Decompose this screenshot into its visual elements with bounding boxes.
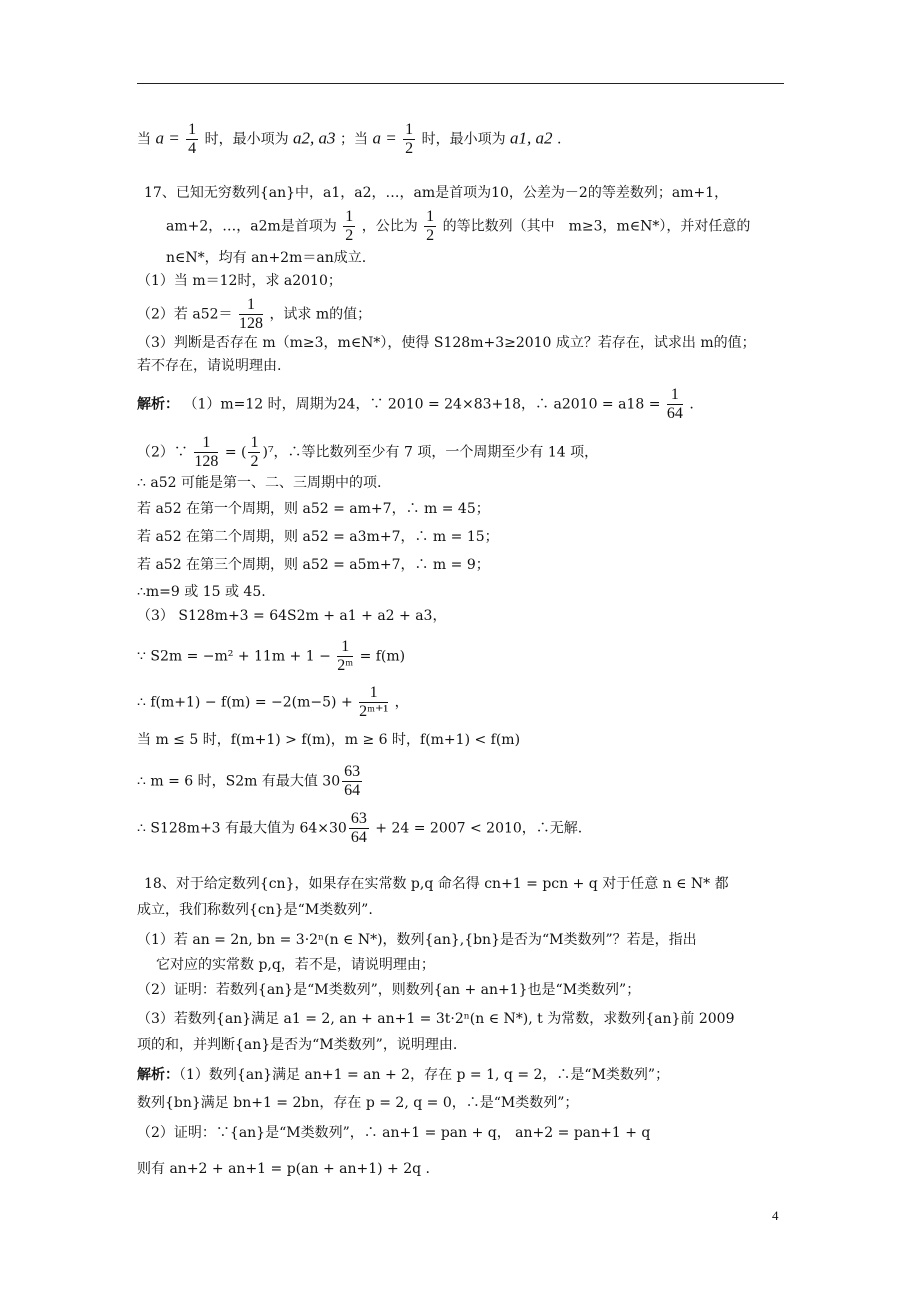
fraction: $\frac{63}{64}$ bbox=[344, 763, 361, 799]
solution-1: 解析： （1）m=12 时，周期为24，∵ 2010 = 24×83+18，∴ a2010 = a18 = $\frac{1}{64}$ . bbox=[137, 386, 694, 422]
solution-8: （3） S128m+3 = 64S2m + a1 + a2 + a3， bbox=[137, 608, 447, 624]
fraction: $\frac{1}{2}$ bbox=[405, 121, 414, 157]
question-1: （1）当 m＝12时，求 a2010； bbox=[137, 273, 342, 289]
solution-10: ∴ f(m+1) − f(m) = −2(m−5) + $\frac{1}{\text{2ᵐ⁺¹}}$ ， bbox=[137, 684, 409, 720]
problem-17-line1: 17、已知无穷数列{an}中，a1，a2，…，am是首项为10，公差为－2的等差数列；am+1， bbox=[144, 185, 729, 201]
solution-18-1: 解析：（1）数列{an}满足 an+1 = an + 2，存在 p = 1, q = 2，∴是“M类数列”； bbox=[137, 1067, 670, 1083]
problem-17-line3: n∈N*，均有 an+2m＝an成立. bbox=[166, 250, 367, 266]
text: ；当 bbox=[340, 131, 368, 148]
solution-label: 解析： bbox=[137, 1067, 179, 1083]
fraction: $\frac{1}{2}$ bbox=[345, 208, 354, 244]
solution-18-4: 则有 an+2 + an+1 = p(an + an+1) + 2q . bbox=[137, 1161, 430, 1177]
text: 当 bbox=[137, 131, 151, 148]
text: . bbox=[557, 131, 562, 148]
question-3-line1: （3）判断是否存在 m（m≥3，m∈N*），使得 S128m+3≥2010 成立？若存在，试求出 m的值； bbox=[137, 335, 756, 351]
fraction: $\frac{1}{\text{2ᵐ}}$ bbox=[337, 638, 354, 674]
fraction: $\frac{1}{128}$ bbox=[194, 434, 219, 470]
fraction: $\frac{1}{4}$ bbox=[188, 121, 197, 157]
solution-5: 若 a52 在第二个周期，则 a52 = a3m+7，∴ m = 15； bbox=[137, 529, 499, 545]
text: 时，最小项为 bbox=[421, 131, 506, 148]
text-line bbox=[137, 121, 561, 158]
fraction: $\frac{1}{128}$ bbox=[238, 296, 263, 332]
solution-4: 若 a52 在第一个周期，则 a52 = am+7，∴ m = 45； bbox=[137, 501, 490, 517]
problem-17-line2: am+2，…，a2m是首项为 $\frac{1}{2}$ ，公比为 $\frac{1}{2}$ 的等比数列（其中 m≥3，m∈N*），并对任意的 bbox=[166, 208, 751, 244]
question-18-1b: 它对应的实常数 p,q，若不是，请说明理由； bbox=[156, 957, 435, 973]
header-rule bbox=[137, 83, 784, 84]
math: a = bbox=[372, 128, 397, 148]
fraction: $\frac{63}{64}$ bbox=[350, 810, 367, 846]
fraction: $\frac{1}{\text{2ᵐ⁺¹}}$ bbox=[359, 684, 389, 720]
solution-12: ∴ m = 6 时，S2m 有最大值 30 $\frac{63}{64}$ bbox=[137, 763, 361, 799]
solution-13: ∴ S128m+3 有最大值为 64×30 $\frac{63}{64}$ + 24 = 2007 < 2010，∴无解. bbox=[137, 810, 583, 846]
math: a1, a2 bbox=[510, 128, 553, 148]
problem-18-line2: 成立，我们称数列{cn}是“M类数列”. bbox=[137, 902, 373, 918]
solution-6: 若 a52 在第三个周期，则 a52 = a5m+7，∴ m = 9； bbox=[137, 557, 490, 573]
text: 时，最小项为 bbox=[204, 131, 289, 148]
question-18-1a: （1）若 an = 2n, bn = 3·2ⁿ(n ∈ N*)，数列{an},{bn}是否为“M类数列”？若是，指出 bbox=[137, 932, 697, 948]
solution-label: 解析： bbox=[137, 396, 179, 413]
solution-11: 当 m ≤ 5 时，f(m+1) > f(m)，m ≥ 6 时，f(m+1) < f(m) bbox=[137, 732, 521, 748]
solution-3: ∴ a52 可能是第一、二、三周期中的项. bbox=[137, 475, 382, 491]
question-3-line2: 若不存在，请说明理由. bbox=[137, 358, 282, 374]
fraction: $\frac{1}{2}$ bbox=[426, 208, 435, 244]
question-18-3b: 项的和，并判断{an}是否为“M类数列”，说明理由. bbox=[137, 1037, 458, 1053]
fraction: $\frac{1}{2}$ bbox=[250, 434, 259, 470]
question-2: （2）若 a52＝ $\frac{1}{128}$ ，试求 m的值； bbox=[137, 296, 372, 332]
solution-18-2: 数列{bn}满足 bn+1 = 2bn，存在 p = 2, q = 0，∴是“M类数列”； bbox=[137, 1095, 579, 1111]
math: a = bbox=[155, 128, 180, 148]
question-18-2: （2）证明：若数列{an}是“M类数列”，则数列{an + an+1}也是“M类数列”； bbox=[137, 982, 641, 998]
solution-9: ∵ S2m = −m² + 11m + 1 − $\frac{1}{\text{2ᵐ}}$ = f(m) bbox=[137, 638, 406, 674]
question-18-3a: （3）若数列{an}满足 a1 = 2, an + an+1 = 3t·2ⁿ(n ∈ N*), t 为常数，求数列{an}前 2009 bbox=[137, 1011, 735, 1027]
fraction: $\frac{1}{64}$ bbox=[666, 386, 683, 422]
solution-18-3: （2）证明：∵{an}是“M类数列”，∴ an+1 = pan + q， an+2 = pan+1 + q bbox=[137, 1125, 651, 1141]
solution-7: ∴m=9 或 15 或 45. bbox=[137, 584, 266, 600]
problem-18-line1: 18、对于给定数列{cn}，如果存在实常数 p,q 命名得 cn+1 = pcn + q 对于任意 n ∈ N* 都 bbox=[144, 876, 729, 892]
page-number: 4 bbox=[772, 1208, 779, 1223]
solution-2: （2）∵ $\frac{1}{128}$ = ( $\frac{1}{2}$ )⁷，∴等比数列至少有 7 项，一个周期至少有 14 项， bbox=[137, 434, 599, 470]
math: a2, a3 bbox=[293, 128, 336, 148]
